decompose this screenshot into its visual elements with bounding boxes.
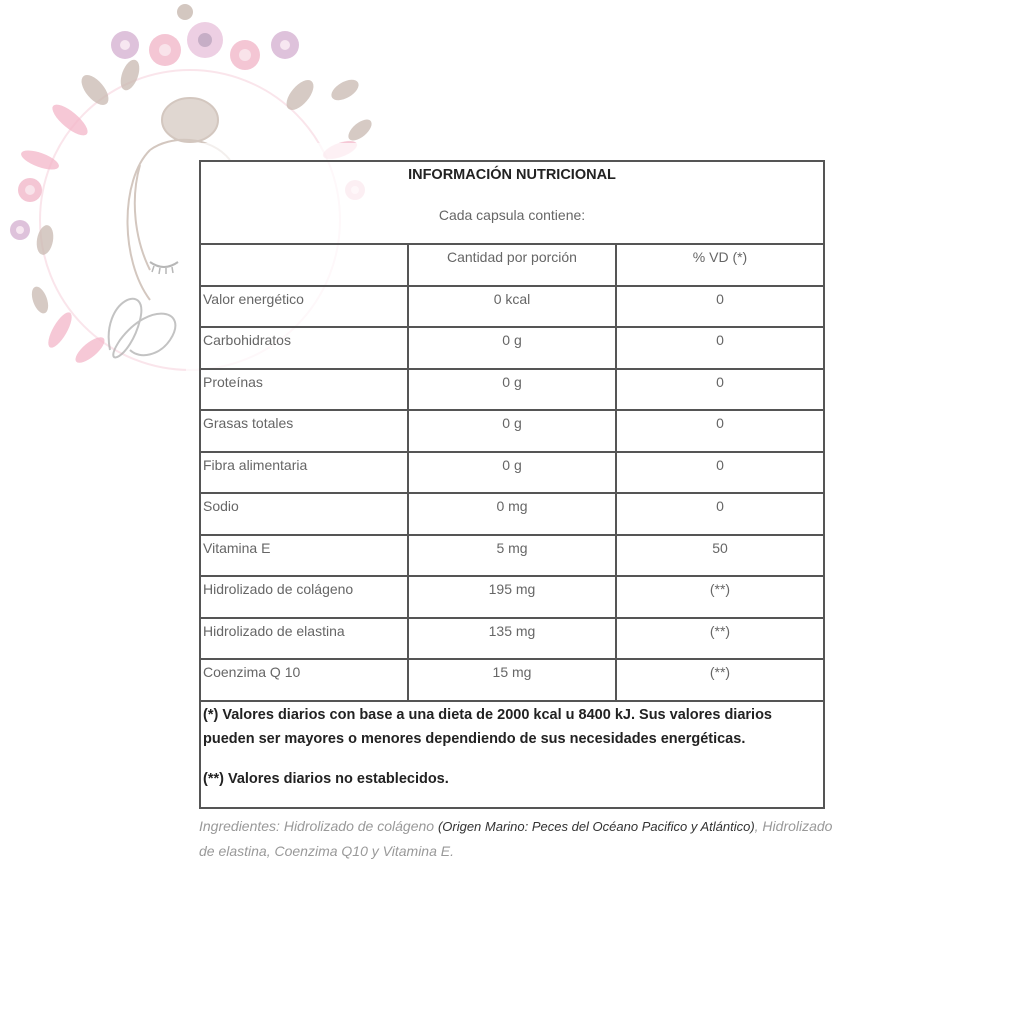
table-row xyxy=(201,577,823,619)
nutrient-name: Vitamina E xyxy=(201,536,409,576)
table-row xyxy=(201,619,823,661)
nutrient-name: Proteínas xyxy=(201,370,409,410)
nutrient-name: Valor energético xyxy=(201,287,409,327)
table-title: INFORMACIÓN NUTRICIONAL xyxy=(408,167,616,183)
table-row xyxy=(201,536,823,578)
table-row xyxy=(201,328,823,370)
nutrient-dv: 0 xyxy=(716,498,724,514)
ingredients-suffix: , Hidrolizado de elastina, Coenzima Q10 y Vitamina E. xyxy=(199,818,833,859)
table-row xyxy=(201,370,823,412)
nutrient-dv: 0 xyxy=(716,332,724,348)
nutrient-dv: (**) xyxy=(709,664,731,680)
column-header-row xyxy=(201,245,823,287)
footnote-not-established: (**) Valores diarios no establecidos. xyxy=(203,770,449,787)
table-row xyxy=(201,287,823,329)
nutrition-table xyxy=(199,160,825,809)
table-row xyxy=(201,494,823,536)
table-row xyxy=(201,660,823,702)
nutrient-amount: 5 mg xyxy=(409,536,617,576)
nutrient-amount: 0 kcal xyxy=(409,287,617,327)
table-row xyxy=(201,411,823,453)
nutrient-dv: (**) xyxy=(709,622,731,639)
column-header-nutrient xyxy=(201,245,409,285)
footnote-daily-values: (*) Valores diarios con base a una dieta de 2000 kcal u 8400 kJ. Sus valores diarios pueden ser mayores o menores dependiendo de sus necesidades energéticas. xyxy=(203,706,772,747)
nutrient-dv: 0 xyxy=(716,290,724,307)
nutrient-name: Sodio xyxy=(201,494,409,534)
nutrient-name: Grasas totales xyxy=(201,411,409,451)
nutrient-amount: 0 g xyxy=(409,411,617,451)
nutrient-name: Carbohidratos xyxy=(201,328,409,368)
ingredients-text xyxy=(199,814,839,864)
nutrient-name: Hidrolizado de elastina xyxy=(201,619,409,659)
table-subtitle: Cada capsula contiene: xyxy=(438,207,586,223)
table-header xyxy=(201,162,823,245)
nutrient-dv: 0 xyxy=(716,373,724,390)
ingredients-origin: (Origen Marino: Peces del Océano Pacifico y Atlántico) xyxy=(437,819,755,834)
table-row xyxy=(201,453,823,495)
nutrient-dv: 50 xyxy=(712,539,728,556)
nutrient-amount: 0 g xyxy=(409,328,617,368)
nutrient-amount: 195 mg xyxy=(409,577,617,617)
nutrient-amount: 135 mg xyxy=(409,619,617,659)
table-footnotes xyxy=(201,702,823,807)
nutrient-dv: (**) xyxy=(709,581,731,597)
nutrient-amount: 15 mg xyxy=(409,660,617,700)
nutrient-amount: 0 mg xyxy=(409,494,617,534)
nutrient-dv: 0 xyxy=(716,456,724,473)
ingredients-prefix: Ingredientes: Hidrolizado de colágeno xyxy=(199,818,438,834)
nutrient-amount: 0 g xyxy=(409,370,617,410)
column-header-dv: % VD (*) xyxy=(692,249,748,265)
nutrient-name: Fibra alimentaria xyxy=(201,453,409,493)
column-header-amount: Cantidad por porción xyxy=(409,245,617,285)
nutrient-name: Coenzima Q 10 xyxy=(201,660,409,700)
nutrient-amount: 0 g xyxy=(409,453,617,493)
nutrient-name: Hidrolizado de colágeno xyxy=(201,577,409,617)
nutrient-dv: 0 xyxy=(716,415,724,431)
